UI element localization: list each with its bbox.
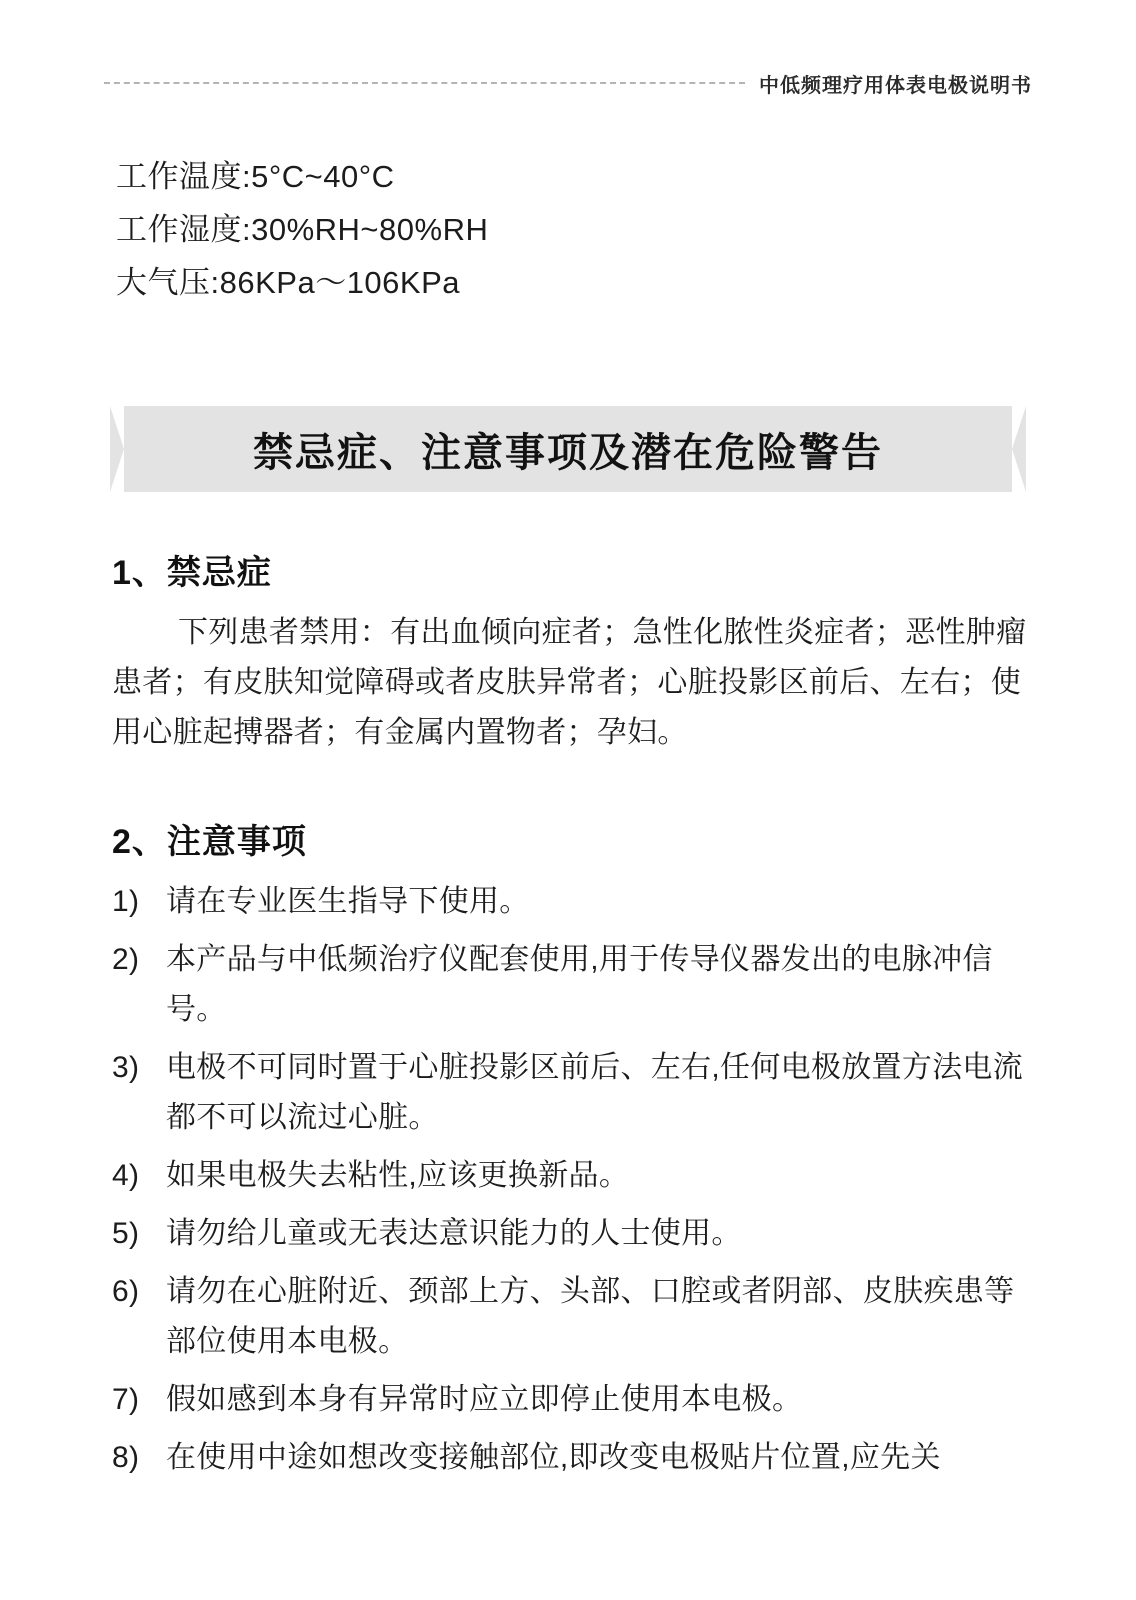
list-item-marker: 7) xyxy=(112,1383,140,1416)
list-item-text: 假如感到本身有异常时应立即停止使用本电极。 xyxy=(166,1383,803,1416)
list-item-text: 本产品与中低频治疗仪配套使用,用于传导仪器发出的电脉冲信号。 xyxy=(166,943,993,1026)
section-banner xyxy=(110,406,1026,492)
list-item-marker: 2) xyxy=(112,943,140,976)
list-item-marker: 3) xyxy=(112,1051,140,1084)
document-content xyxy=(112,545,1028,1491)
banner-notch-right xyxy=(1012,406,1026,492)
list-item-marker: 5) xyxy=(112,1217,140,1250)
list-item-text: 请在专业医生指导下使用。 xyxy=(166,885,530,918)
header-dashed-rule xyxy=(104,82,745,84)
heading-contraindications: 1、禁忌症 xyxy=(112,554,272,592)
list-item xyxy=(112,1267,1028,1367)
list-item-text: 在使用中途如想改变接触部位,即改变电极贴片位置,应先关 xyxy=(166,1441,941,1474)
spec-operating-temperature: 工作温度:5°C~40°C xyxy=(116,159,395,194)
banner-notch-left xyxy=(110,406,124,492)
spec-operating-humidity: 工作湿度:30%RH~80%RH xyxy=(116,212,489,247)
page-header xyxy=(104,66,1032,100)
list-item xyxy=(112,1151,1028,1201)
list-item xyxy=(112,935,1028,1035)
list-item-text: 请勿给儿童或无表达意识能力的人士使用。 xyxy=(166,1217,742,1250)
list-item-text: 如果电极失去粘性,应该更换新品。 xyxy=(166,1159,630,1192)
list-item-marker: 6) xyxy=(112,1275,140,1308)
list-item-marker: 8) xyxy=(112,1441,140,1474)
spec-atmospheric-pressure: 大气压:86KPa～106KPa xyxy=(116,265,461,300)
section-banner-title: 禁忌症、注意事项及潜在危险警告 xyxy=(253,430,883,475)
list-item-marker: 4) xyxy=(112,1159,140,1192)
list-item xyxy=(112,1043,1028,1143)
heading-precautions: 2、注意事项 xyxy=(112,823,307,861)
precautions-list xyxy=(112,877,1028,1483)
list-item-marker: 1) xyxy=(112,885,140,918)
list-item-text: 电极不可同时置于心脏投影区前后、左右,任何电极放置方法电流都不可以流过心脏。 xyxy=(166,1051,1024,1134)
paragraph-contraindications: 下列患者禁用：有出血倾向症者；急性化脓性炎症者；恶性肿瘤患者；有皮肤知觉障碍或者皮肤异常者；心脏投影区前后、左右；使用心脏起搏器者；有金属内置物者；孕妇。 xyxy=(112,616,1027,749)
specifications-block xyxy=(116,150,1032,309)
list-item xyxy=(112,1433,1028,1483)
list-item-text: 请勿在心脏附近、颈部上方、头部、口腔或者阴部、皮肤疾患等部位使用本电极。 xyxy=(166,1275,1015,1358)
header-title: 中低频理疗用体表电极说明书 xyxy=(759,74,1032,97)
list-item xyxy=(112,1375,1028,1425)
list-item xyxy=(112,877,1028,927)
list-item xyxy=(112,1209,1028,1259)
